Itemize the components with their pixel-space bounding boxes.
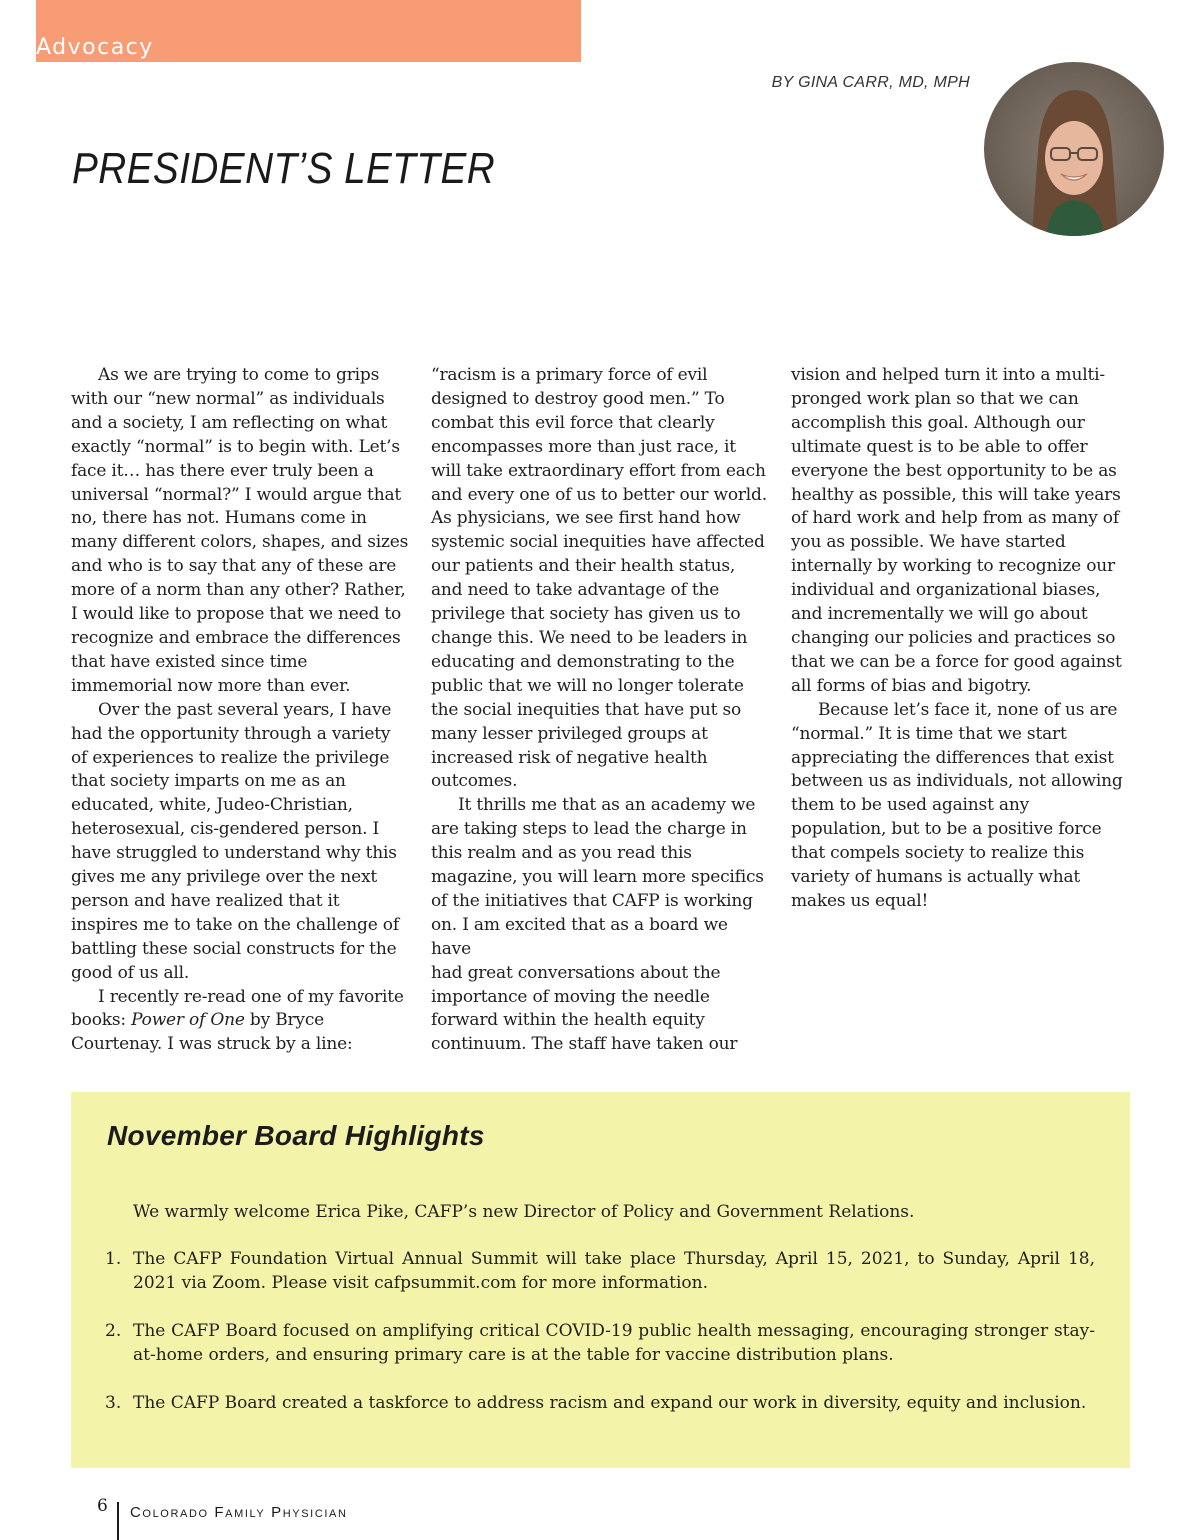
letter-text: by Bryce Courtenay. I was struck by a line: “racism is a primary force of evil designed to destroy good men.” To combat this evil force that clearly encompasses more than just race, it will take extraordinary effort from each and every one of us to better our world. As physicians, we see first hand how systemic social inequities have affected our patients and their health status, and need to take advantage of the privilege that society has given us to change this. We need to be leaders in educating and demonstrating to the public that we will no longer tolerate the social inequities that have put so many lesser privileged groups at increased risk of negative health outcomes. — [71, 365, 767, 1055]
list-item-number: 2. — [105, 1321, 122, 1341]
list-item-text: The CAFP Board focused on amplifying critical COVID-19 public health messaging, encouraging stronger stay-at-home orders, and ensuring primary care is at the table for vaccine distribution plans. — [133, 1321, 1095, 1365]
list-item — [105, 1391, 1095, 1415]
board-highlights-box — [71, 1092, 1130, 1468]
list-item — [105, 1247, 1095, 1295]
publication-name: Colorado Family Physician — [130, 1504, 348, 1521]
highlights-title: November Board Highlights — [107, 1120, 485, 1151]
footer-divider — [117, 1502, 119, 1540]
letter-body — [71, 364, 1129, 1064]
list-item-number: 3. — [105, 1393, 122, 1413]
letter-paragraph: Over the past several years, I have had the opportunity through a variety of experiences to realize the privilege that society imparts on me as an educated, white, Judeo-Christian, heterosexual, cis-gendered person. I have struggled to understand why this gives me any privilege over the next person and have realized that it inspires me to take on the challenge of battling these social constructs for the good of us all. — [71, 699, 399, 983]
list-item-text: The CAFP Foundation Virtual Annual Summit will take place Thursday, April 15, 2021, to Sunday, April 18, 2021 via Zoom. Please visit cafpsummit.com for more information. — [133, 1249, 1095, 1293]
author-photo — [984, 62, 1164, 236]
letter-paragraph: As we are trying to come to grips with our “new normal” as individuals and a society, I am reflecting on what exactly “normal” is to begin with. Let’s face it… has there ever truly been a universal “normal?” I would argue that no, there has not. Humans come in many different colors, shapes, and sizes and who is to say that any of these are more of a norm than any other? Rather, I would like to propose that we need to recognize and embrace the differences that have existed since time immemorial now more than ever. — [71, 365, 409, 696]
byline: BY GINA CARR, MD, MPH — [771, 74, 970, 91]
author-portrait-icon — [984, 62, 1164, 236]
page-number: 6 — [97, 1496, 108, 1516]
section-tab — [36, 0, 581, 62]
letter-paragraph: It thrills me that as an academy we are taking steps to lead the charge in this realm and as you read this magazine, you will learn more specifics of the initiatives that CAFP is working on. I am excited that as a board we have — [431, 795, 764, 959]
book-title: Power of One — [131, 1010, 245, 1031]
page-title: PRESIDENT’S LETTER — [72, 144, 496, 193]
list-item-text: The CAFP Board created a taskforce to address racism and expand our work in diversity, equity and inclusion. — [133, 1393, 1087, 1413]
section-label: Advocacy — [36, 35, 154, 60]
list-item — [105, 1319, 1095, 1367]
letter-paragraph: had great conversations about the importance of moving the needle forward within the health equity continuum. The staff have taken our vision and helped turn it into a multi-pronged work plan so that we can accomplish this goal. Although our ultimate quest is to be able to offer everyone the best opportunity to be as healthy as possible, this will take years of hard work and help from as many of you as possible. We have started internally by working to recognize our individual and organizational biases, and incrementally we will go about changing our policies and practices so that we can be a force for good against all forms of bias and bigotry. — [431, 365, 1122, 1055]
highlights-list — [105, 1247, 1095, 1439]
letter-text: I recently re-read one of my favorite books: — [71, 986, 404, 1031]
letter-paragraph: Because let’s face it, none of us are “normal.” It is time that we start appreciating the differences that exist between us as individuals, not allowing them to be used against any population, but to be a positive force that compels society to realize this variety of humans is actually what makes us equal! — [791, 699, 1123, 911]
list-item-number: 1. — [105, 1249, 122, 1269]
highlights-welcome: We warmly welcome Erica Pike, CAFP’s new Director of Policy and Government Relations. — [133, 1202, 915, 1222]
